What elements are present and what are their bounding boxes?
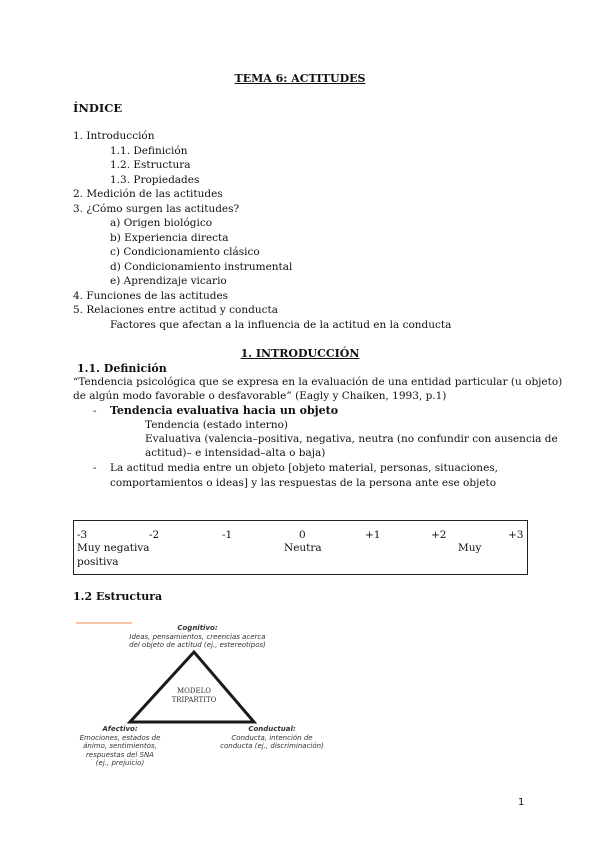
cognitive-text-line: Ideas, pensamientos, creencias acerca bbox=[129, 632, 266, 641]
scale-label-negative: Muy negativa bbox=[77, 542, 150, 554]
scale-value: -1 bbox=[222, 529, 233, 541]
scale-value: 0 bbox=[299, 529, 306, 541]
scale-value: -3 bbox=[77, 529, 88, 541]
affective-component bbox=[70, 725, 170, 768]
affective-title: Afectivo: bbox=[102, 725, 138, 733]
toc-item: Factores que afectan a la influencia de la actitud en la conducta bbox=[110, 318, 452, 331]
scale-label-positive: Muy bbox=[458, 542, 482, 554]
scale-label-neutral: Neutra bbox=[284, 542, 322, 554]
subsection-definicion-heading: 1.1. Definición bbox=[77, 362, 167, 375]
toc-item: 2. Medición de las actitudes bbox=[73, 188, 223, 200]
cognitive-component bbox=[110, 624, 285, 650]
behavioral-text-line: conducta (ej., discriminación) bbox=[220, 742, 324, 750]
toc-item: 1.2. Estructura bbox=[110, 159, 191, 171]
index-heading: ÍNDICE bbox=[73, 101, 123, 115]
affective-text-line: Emociones, estados de bbox=[79, 733, 161, 742]
bullet-sub-evaluativa-line2: actitud)– e intensidad–alta o baja) bbox=[145, 447, 326, 459]
cognitive-text-line: del objeto de actitud (ej., estereotipos) bbox=[129, 641, 266, 649]
affective-text-line: (ej., prejuicio) bbox=[95, 759, 145, 767]
toc-item: b) Experiencia directa bbox=[110, 231, 229, 244]
bullet-dash-2: - bbox=[93, 462, 97, 474]
affective-text-line: respuestas del SNA bbox=[86, 750, 154, 759]
bullet-dash-1: - bbox=[93, 405, 97, 417]
definition-text-line2: de algún modo favorable o desfavorable” (Eagly y Chaiken, 1993, p.1) bbox=[73, 390, 447, 402]
toc-item: c) Condicionamiento clásico bbox=[110, 246, 260, 258]
scale-value: +1 bbox=[365, 529, 381, 541]
toc-item: 3. ¿Cómo surgen las actitudes? bbox=[73, 202, 240, 215]
toc-item: 1.3. Propiedades bbox=[110, 173, 200, 186]
toc-item: a) Origen biológico bbox=[110, 217, 213, 229]
toc-item: 1.1. Definición bbox=[110, 144, 188, 157]
behavioral-component bbox=[212, 725, 332, 751]
toc-item: e) Aprendizaje vicario bbox=[110, 275, 227, 287]
toc-item: d) Condicionamiento instrumental bbox=[110, 260, 293, 273]
section-introduccion-heading: 1. INTRODUCCIÓN bbox=[240, 347, 360, 360]
bullet-evaluative-tendency: Tendencia evaluativa hacia un objeto bbox=[110, 404, 339, 417]
behavioral-title: Conductual: bbox=[248, 725, 296, 733]
bullet-sub-evaluativa-line1: Evaluativa (valencia–positiva, negativa, neutra (no confundir con ausencia de bbox=[145, 433, 558, 445]
affective-text-line: ánimo, sentimientos, bbox=[83, 742, 157, 750]
scale-value: +2 bbox=[431, 529, 447, 541]
bullet-mediation-line2: comportamientos o ideas] y las respuestas de la persona ante ese objeto bbox=[110, 477, 497, 489]
model-center-label bbox=[164, 687, 224, 704]
toc-item: 4. Funciones de las actitudes bbox=[73, 289, 229, 302]
page-title: TEMA 6: ACTITUDES bbox=[234, 72, 366, 85]
toc-item: 1. Introducción bbox=[73, 130, 155, 142]
page-number: 1 bbox=[518, 797, 525, 808]
subsection-estructura-heading: 1.2 Estructura bbox=[73, 590, 163, 603]
behavioral-text-line: Conducta, intención de bbox=[231, 733, 313, 742]
bullet-sub-tendencia: Tendencia (estado interno) bbox=[145, 419, 289, 431]
model-label-line: TRIPARTITO bbox=[171, 695, 217, 704]
model-label-line: MODELO bbox=[176, 687, 211, 695]
scale-label-positive-wrap: positiva bbox=[77, 556, 119, 568]
scale-value: +3 bbox=[508, 529, 524, 541]
definition-text-line1: “Tendencia psicológica que se expresa en la evaluación de una entidad particular (u objeto) bbox=[73, 376, 563, 388]
scale-value: -2 bbox=[149, 529, 160, 541]
toc-item: 5. Relaciones entre actitud y conducta bbox=[73, 304, 278, 316]
cognitive-title: Cognitivo: bbox=[177, 624, 218, 632]
bullet-mediation-line1: La actitud media entre un objeto [objeto material, personas, situaciones, bbox=[110, 462, 499, 474]
